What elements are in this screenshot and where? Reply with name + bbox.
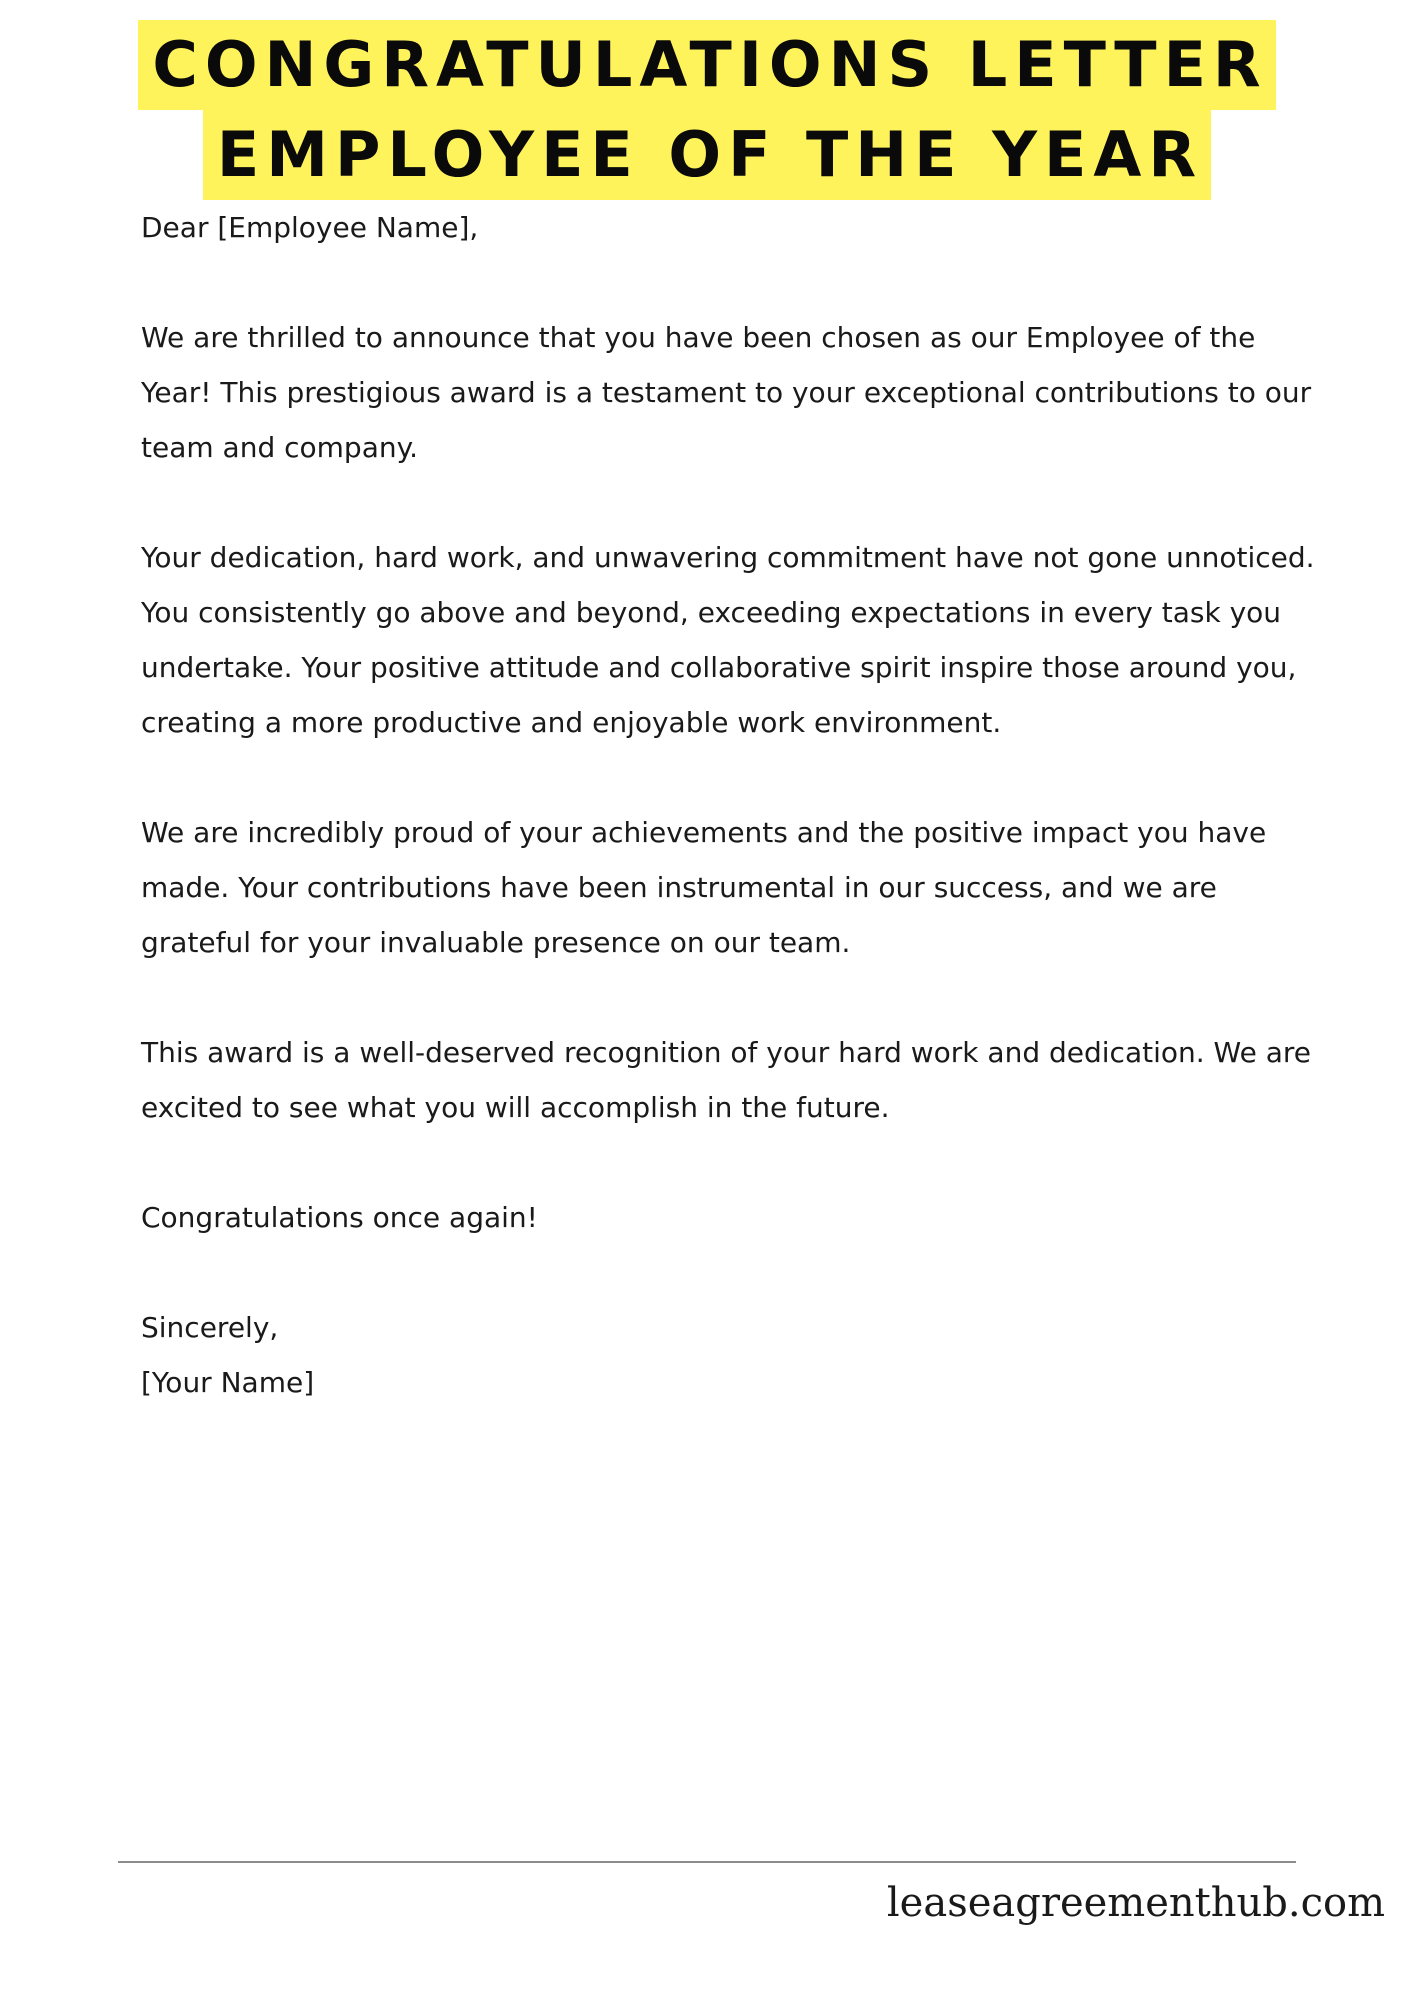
letter-body: [141, 200, 1321, 1410]
signature-name: [Your Name]: [141, 1366, 315, 1399]
footer-divider: [118, 1861, 1296, 1863]
paragraph-dedication: Your dedication, hard work, and unwavering commitment have not gone unnoticed. You consistently go above and beyond, exceeding expectations in every task you undertake. Your positive attitude and collaborative spirit inspire those around you, creating a more productive and enjoyable work environment.: [141, 541, 1315, 739]
title-line-1: CONGRATULATIONS LETTER: [138, 20, 1275, 110]
letter-title: [0, 20, 1414, 200]
paragraph-congratulations: Congratulations once again!: [141, 1201, 538, 1234]
paragraph-announcement: We are thrilled to announce that you have been chosen as our Employee of the Year! This prestigious award is a testament to your exceptional contributions to our team and company.: [141, 321, 1312, 464]
footer-website: leaseagreementhub.com: [886, 1880, 1385, 1926]
paragraph-recognition: This award is a well-deserved recognition of your hard work and dedication. We are excited to see what you will accomplish in the future.: [141, 1036, 1311, 1124]
closing: Sincerely,: [141, 1311, 279, 1344]
salutation: Dear [Employee Name],: [141, 211, 479, 244]
title-line-2: EMPLOYEE OF THE YEAR: [203, 110, 1211, 200]
paragraph-achievements: We are incredibly proud of your achievements and the positive impact you have made. Your contributions have been instrumental in our success, and we are grateful for your invaluable presence on our team.: [141, 816, 1267, 959]
